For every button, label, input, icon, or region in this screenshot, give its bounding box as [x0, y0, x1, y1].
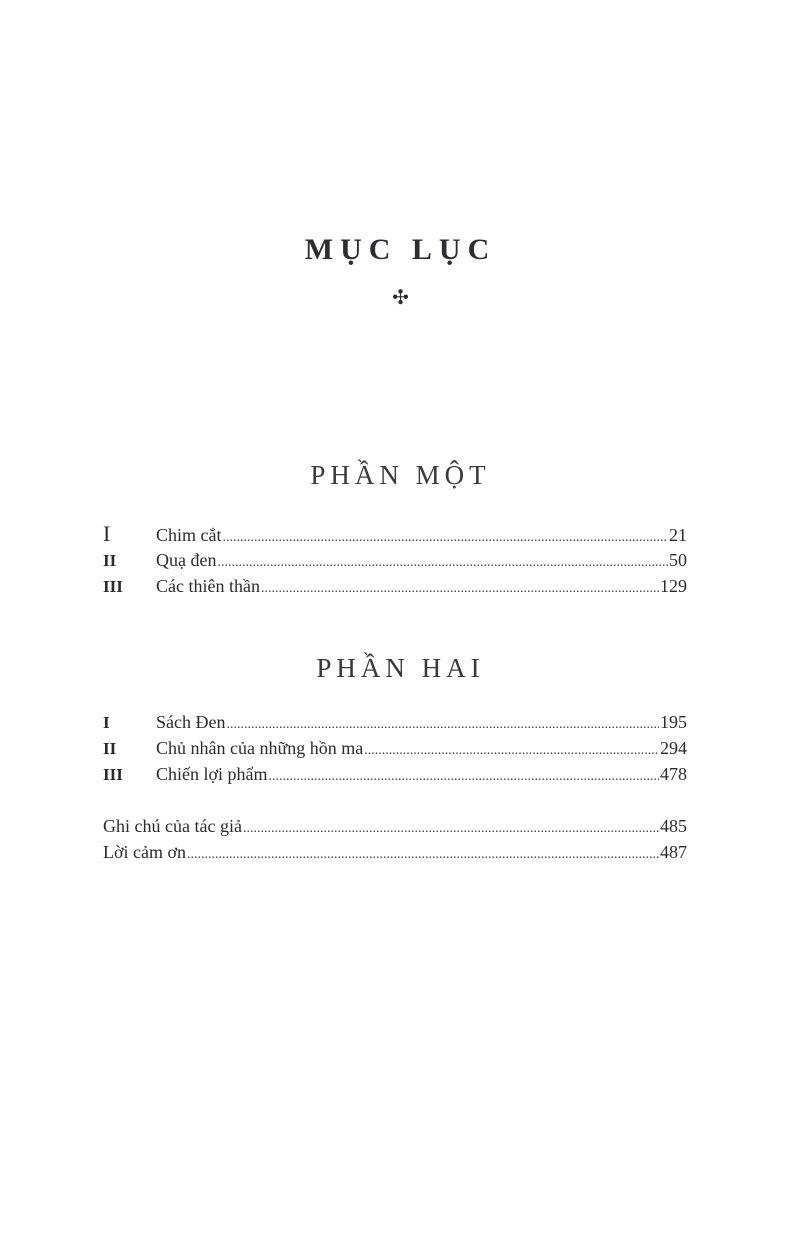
chapter-number: III [103, 765, 123, 784]
dot-leader [217, 547, 668, 576]
page-number: 50 [669, 550, 687, 570]
page-title: MỤC LỤC [304, 233, 497, 266]
dot-leader [187, 839, 659, 868]
page-number: 195 [660, 712, 687, 732]
chapter-title: Quạ đen [156, 550, 217, 570]
chapter-title: Chủ nhân của những hồn ma [156, 738, 364, 758]
chapter-title: Chiến lợi phẩm [156, 764, 268, 784]
dot-leader [269, 761, 659, 790]
page-number: 129 [660, 576, 687, 596]
section-title: Lời cảm ơn [103, 842, 187, 862]
chapter-number: I [103, 713, 110, 732]
chapter-number: III [103, 577, 123, 596]
section-title: Ghi chú của tác giả [103, 816, 242, 836]
toc-entry[interactable] [103, 521, 687, 547]
chapter-title: Sách Đen [156, 712, 226, 732]
chapter-number: I [103, 521, 111, 546]
dot-leader [261, 573, 659, 602]
page-number: 21 [669, 525, 687, 545]
toc-entry[interactable] [103, 813, 687, 839]
dot-leader [364, 735, 659, 764]
part-two-toc [103, 709, 687, 787]
chapter-title: Các thiên thần [156, 576, 260, 596]
page-number: 294 [660, 738, 687, 758]
back-matter-toc [103, 813, 687, 865]
toc-entry[interactable] [103, 839, 687, 865]
dot-leader [226, 709, 659, 738]
part-one-title: PHẦN MỘT [310, 460, 491, 490]
toc-entry[interactable] [103, 735, 687, 761]
toc-entry[interactable] [103, 709, 687, 735]
page-number: 485 [660, 816, 687, 836]
chapter-title: Chim cắt [156, 525, 222, 545]
toc-entry[interactable] [103, 573, 687, 599]
ornament-icon: ✣ [392, 287, 409, 309]
part-two-title: PHẦN HAI [316, 653, 485, 683]
part-one-toc [103, 521, 687, 599]
dot-leader [243, 813, 659, 842]
page-number: 478 [660, 764, 687, 784]
toc-entry[interactable] [103, 761, 687, 787]
toc-entry[interactable] [103, 547, 687, 573]
page-number: 487 [660, 842, 687, 862]
chapter-number: II [103, 739, 117, 758]
chapter-number: II [103, 551, 117, 570]
